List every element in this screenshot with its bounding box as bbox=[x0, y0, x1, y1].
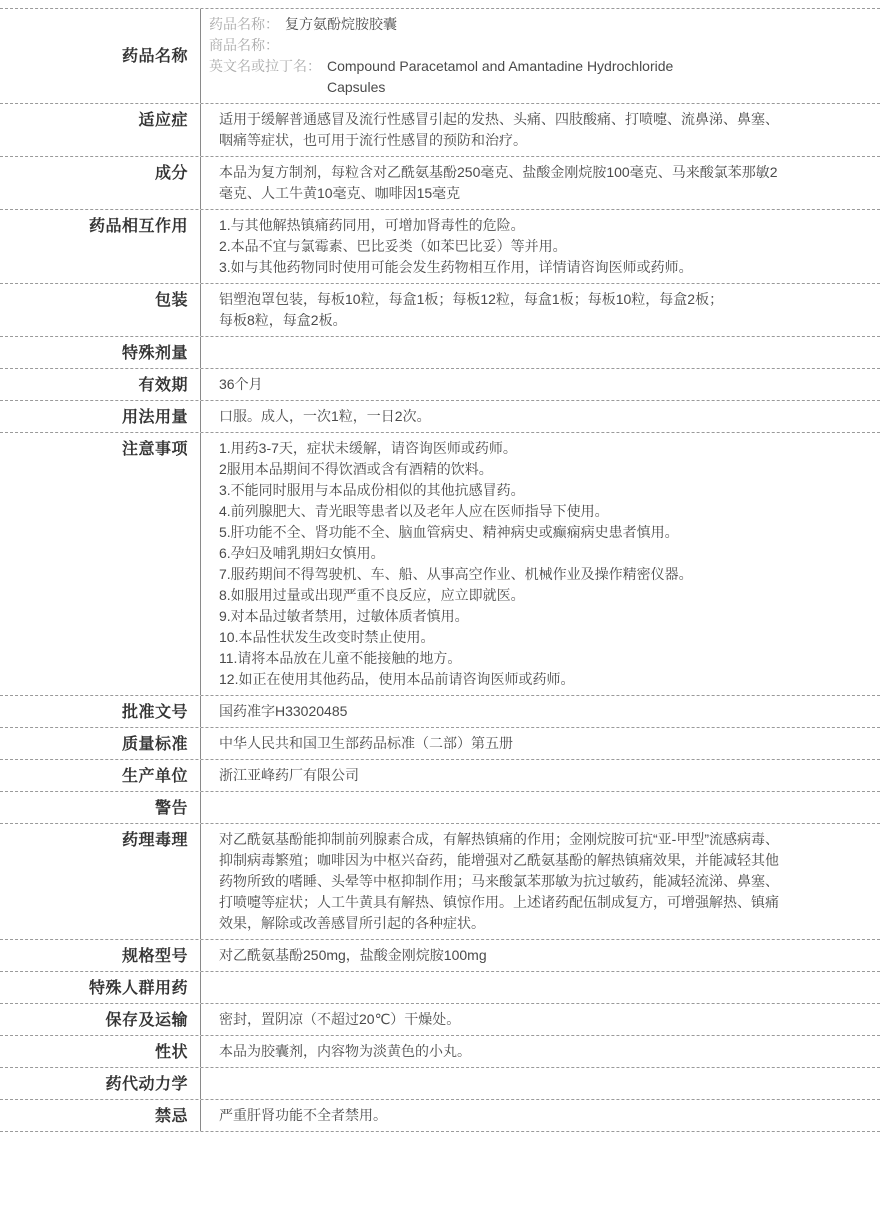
row-content bbox=[201, 9, 880, 103]
table-row bbox=[0, 1068, 880, 1100]
row-label: 性状 bbox=[0, 1036, 201, 1067]
list-item: 10.本品性状发生改变时禁止使用。 bbox=[219, 629, 435, 645]
list-item: 7.服药期间不得驾驶机、车、船、从事高空作业、机械作业及操作精密仪器。 bbox=[219, 566, 693, 582]
row-label: 禁忌 bbox=[0, 1100, 201, 1131]
field-value: Compound Paracetamol and Amantadine Hydrochloride Capsules bbox=[327, 58, 674, 95]
row-content bbox=[201, 1068, 880, 1099]
field-pair bbox=[209, 35, 860, 56]
row-content bbox=[201, 157, 880, 209]
row-content bbox=[201, 940, 880, 971]
row-label: 用法用量 bbox=[0, 401, 201, 432]
table-row bbox=[0, 369, 880, 401]
table-row bbox=[0, 337, 880, 369]
row-content bbox=[201, 1100, 880, 1131]
table-row bbox=[0, 760, 880, 792]
list-item: 每板8粒，每盒2板。 bbox=[219, 312, 347, 328]
drug-info-table bbox=[0, 8, 880, 1132]
row-content bbox=[201, 401, 880, 432]
row-label: 保存及运输 bbox=[0, 1004, 201, 1035]
list-item: 1.与其他解热镇痛药同用，可增加肾毒性的危险。 bbox=[219, 217, 525, 233]
row-content bbox=[201, 1036, 880, 1067]
table-row bbox=[0, 401, 880, 433]
row-label: 特殊剂量 bbox=[0, 337, 201, 368]
table-row bbox=[0, 1036, 880, 1068]
row-content bbox=[201, 104, 880, 156]
table-row bbox=[0, 972, 880, 1004]
row-label: 药代动力学 bbox=[0, 1068, 201, 1099]
field-value: 复方氨酚烷胺胶囊 bbox=[285, 16, 397, 32]
list-item: 12.如正在使用其他药品，使用本品前请咨询医师或药师。 bbox=[219, 671, 575, 687]
row-content bbox=[201, 792, 880, 823]
row-label: 成分 bbox=[0, 157, 201, 209]
table-row bbox=[0, 824, 880, 940]
table-row bbox=[0, 728, 880, 760]
field-key: 商品名称： bbox=[209, 37, 279, 53]
row-text: 对乙酰氨基酚250mg，盐酸金刚烷胺100mg bbox=[219, 947, 487, 963]
row-label: 质量标准 bbox=[0, 728, 201, 759]
row-text: 对乙酰氨基酚能抑制前列腺素合成，有解热镇痛的作用；金刚烷胺可抗“亚-甲型”流感病毒、抑制病毒繁殖；咖啡因为中枢兴奋药，能增强对乙酰氨基酚的解热镇痛效果，并能减轻其他药物所致的嗜睡、头晕等中枢抑制作用；马来酸氯苯那敏为抗过敏药，能减轻流涕、鼻塞、打喷嚏等症状；人工牛黄具有解热、镇惊作用。上述诸药配伍制成复方，可增强解热、镇痛效果，解除或改善感冒所引起的各种症状。 bbox=[219, 831, 779, 931]
list-item: 6.孕妇及哺乳期妇女慎用。 bbox=[219, 545, 385, 561]
table-row bbox=[0, 210, 880, 284]
row-content bbox=[201, 369, 880, 400]
table-row bbox=[0, 157, 880, 210]
row-text: 本品为复方制剂，每粒含对乙酰氨基酚250毫克、盐酸金刚烷胺100毫克、马来酸氯苯那敏2毫克、人工牛黄10毫克、咖啡因15毫克 bbox=[219, 164, 778, 201]
row-label: 药理毒理 bbox=[0, 824, 201, 939]
list-item: 3.不能同时服用与本品成份相似的其他抗感冒药。 bbox=[219, 482, 525, 498]
row-content bbox=[201, 337, 880, 368]
row-text: 本品为胶囊剂，内容物为淡黄色的小丸。 bbox=[219, 1043, 471, 1059]
row-label: 药品名称 bbox=[0, 9, 201, 103]
row-content bbox=[201, 433, 880, 695]
row-text: 口服。成人，一次1粒，一日2次。 bbox=[219, 408, 431, 424]
list-item: 2.本品不宜与氯霉素、巴比妥类（如苯巴比妥）等并用。 bbox=[219, 238, 567, 254]
row-text: 适用于缓解普通感冒及流行性感冒引起的发热、头痛、四肢酸痛、打喷嚏、流鼻涕、鼻塞、咽痛等症状，也可用于流行性感冒的预防和治疗。 bbox=[219, 111, 779, 148]
table-row bbox=[0, 1100, 880, 1132]
table-row bbox=[0, 696, 880, 728]
row-content bbox=[201, 972, 880, 1003]
field-pair bbox=[209, 14, 860, 35]
table-row bbox=[0, 792, 880, 824]
table-row bbox=[0, 1004, 880, 1036]
list-item: 2服用本品期间不得饮酒或含有酒精的饮料。 bbox=[219, 461, 493, 477]
list-item: 11.请将本品放在儿童不能接触的地方。 bbox=[219, 650, 462, 666]
list-item: 铝塑泡罩包装，每板10粒，每盒1板；每板12粒，每盒1板；每板10粒，每盒2板； bbox=[219, 291, 724, 307]
row-label: 规格型号 bbox=[0, 940, 201, 971]
row-label: 包装 bbox=[0, 284, 201, 336]
row-content bbox=[201, 1004, 880, 1035]
field-pair bbox=[209, 56, 860, 98]
list-item: 5.肝功能不全、肾功能不全、脑血管病史、精神病史或癫痫病史患者慎用。 bbox=[219, 524, 679, 540]
row-text: 36个月 bbox=[219, 376, 263, 392]
field-key: 英文名或拉丁名： bbox=[209, 58, 321, 74]
row-content bbox=[201, 824, 880, 939]
row-label: 特殊人群用药 bbox=[0, 972, 201, 1003]
row-text: 国药准字H33020485 bbox=[219, 703, 348, 719]
row-text: 严重肝肾功能不全者禁用。 bbox=[219, 1107, 387, 1123]
field-key: 药品名称： bbox=[209, 16, 279, 32]
table-row bbox=[0, 104, 880, 157]
row-label: 有效期 bbox=[0, 369, 201, 400]
row-content bbox=[201, 284, 880, 336]
row-label: 药品相互作用 bbox=[0, 210, 201, 283]
list-item: 4.前列腺肥大、青光眼等患者以及老年人应在医师指导下使用。 bbox=[219, 503, 609, 519]
row-content bbox=[201, 728, 880, 759]
row-label: 适应症 bbox=[0, 104, 201, 156]
row-content bbox=[201, 696, 880, 727]
row-text: 中华人民共和国卫生部药品标准（二部）第五册 bbox=[219, 735, 513, 751]
row-label: 批准文号 bbox=[0, 696, 201, 727]
list-item: 8.如服用过量或出现严重不良反应，应立即就医。 bbox=[219, 587, 525, 603]
row-content bbox=[201, 760, 880, 791]
list-item: 1.用药3-7天，症状未缓解，请咨询医师或药师。 bbox=[219, 440, 517, 456]
row-label: 生产单位 bbox=[0, 760, 201, 791]
table-row bbox=[0, 433, 880, 696]
table-row bbox=[0, 9, 880, 104]
row-content bbox=[201, 210, 880, 283]
row-label: 警告 bbox=[0, 792, 201, 823]
row-text: 密封，置阴凉（不超过20℃）干燥处。 bbox=[219, 1011, 461, 1027]
list-item: 3.如与其他药物同时使用可能会发生药物相互作用，详情请咨询医师或药师。 bbox=[219, 259, 693, 275]
row-text: 浙江亚峰药厂有限公司 bbox=[219, 767, 359, 783]
list-item: 9.对本品过敏者禁用，过敏体质者慎用。 bbox=[219, 608, 469, 624]
table-row bbox=[0, 940, 880, 972]
row-label: 注意事项 bbox=[0, 433, 201, 695]
table-row bbox=[0, 284, 880, 337]
